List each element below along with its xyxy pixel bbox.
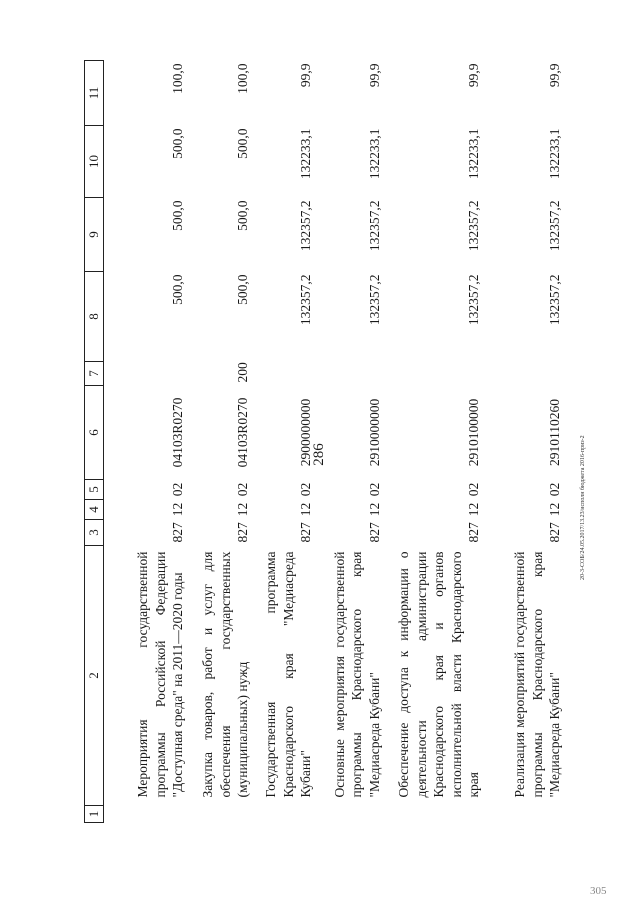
footer-text: 20-3-СОБ/24.05.2017/13.23/исполн бюджета 2016-приз-2	[580, 435, 586, 580]
table-row	[104, 61, 189, 823]
cell-value-10: 132233,1	[466, 128, 482, 180]
table-row	[485, 61, 566, 823]
cell-code-7	[104, 362, 189, 386]
cell-code-4: 12	[298, 502, 314, 517]
cell-code-3: 827	[466, 522, 482, 543]
cell-code-6: 2910000000	[366, 398, 382, 467]
cell-value-11: 100,0	[170, 63, 186, 94]
cell-value-9: 132357,2	[366, 200, 382, 252]
cell-code-7	[317, 362, 386, 386]
cell-code-3: 827	[366, 522, 382, 543]
cell-code-5: 02	[547, 482, 563, 497]
row-name: Обеспечение доступа к информации о деятельности администрации Краснодарского края и органов исполнительной власти Краснодарского края	[396, 551, 482, 798]
cell-empty	[317, 806, 386, 823]
cell-empty	[485, 806, 566, 823]
cell-code-6: 2900000000	[298, 398, 314, 467]
cell-code-7	[386, 362, 485, 386]
cell-code-5: 02	[298, 482, 314, 497]
cell-code-7: 200	[235, 362, 251, 383]
cell-empty	[189, 806, 254, 823]
cell-value-11: 99,9	[366, 63, 382, 88]
cell-code-6: 04103R0270	[235, 397, 251, 468]
col-header-9: 9	[85, 198, 104, 272]
corner-mark: 305	[590, 885, 607, 897]
row-name: Основные мероприятия государственной программы Краснодарского края "Медиасреда Кубани"	[331, 551, 382, 798]
cell-code-4: 12	[466, 502, 482, 517]
page-number: 286	[310, 443, 327, 466]
cell-value-8: 132357,2	[547, 274, 563, 326]
col-header-8: 8	[85, 272, 104, 362]
col-header-6: 6	[85, 386, 104, 480]
cell-value-9: 132357,2	[298, 200, 314, 252]
cell-value-10: 500,0	[170, 128, 186, 159]
cell-empty	[386, 806, 485, 823]
cell-value-8: 500,0	[235, 274, 251, 305]
cell-value-10: 500,0	[235, 128, 251, 159]
cell-value-8: 500,0	[170, 274, 186, 305]
row-name: Закупка товаров, работ и услуг для обеспечения государственных (муниципальных) нужд	[200, 551, 251, 798]
cell-code-7	[254, 362, 317, 386]
cell-value-9: 500,0	[170, 200, 186, 231]
cell-value-10: 132233,1	[547, 128, 563, 180]
cell-code-5: 02	[466, 482, 482, 497]
cell-value-9: 132357,2	[547, 200, 563, 252]
cell-value-11: 99,9	[466, 63, 482, 88]
cell-code-3: 827	[170, 522, 186, 543]
col-header-5: 5	[85, 480, 104, 500]
cell-value-8: 132357,2	[298, 274, 314, 326]
cell-code-3: 827	[547, 522, 563, 543]
row-name: Реализация мероприятий государственной программы Краснодарского края "Медиасреда Кубани"	[512, 551, 563, 798]
cell-empty	[104, 806, 189, 823]
cell-code-5: 02	[366, 482, 382, 497]
col-header-7: 7	[85, 362, 104, 386]
cell-value-8: 132357,2	[366, 274, 382, 326]
cell-value-11: 100,0	[235, 63, 251, 94]
cell-value-10: 132233,1	[366, 128, 382, 180]
cell-code-5: 02	[235, 482, 251, 497]
budget-table-sheet	[84, 61, 566, 823]
cell-code-7	[485, 362, 566, 386]
table-row	[386, 61, 485, 823]
cell-value-11: 99,9	[298, 63, 314, 88]
row-name: Государственная программа Краснодарского края "Медиасреда Кубани"	[262, 551, 314, 798]
cell-value-10: 132233,1	[298, 128, 314, 180]
col-header-11: 11	[85, 61, 104, 126]
cell-code-5: 02	[170, 482, 186, 497]
cell-code-4: 12	[547, 502, 563, 517]
col-header-4: 4	[85, 500, 104, 520]
budget-table	[84, 60, 566, 823]
cell-value-8: 132357,2	[466, 274, 482, 326]
cell-value-9: 500,0	[235, 200, 251, 231]
table-row	[317, 61, 386, 823]
col-header-1: 1	[85, 806, 104, 823]
row-name: Мероприятия государственной программы Российской Федерации "Доступная среда" на 2011—2020 годы	[135, 551, 186, 798]
col-header-2: 2	[85, 546, 104, 806]
column-number-header	[85, 61, 104, 823]
cell-code-6: 2910100000	[466, 398, 482, 467]
col-header-10: 10	[85, 126, 104, 198]
cell-code-4: 12	[235, 502, 251, 517]
cell-empty	[254, 806, 317, 823]
cell-code-6: 04103R0270	[170, 397, 186, 468]
cell-value-9: 132357,2	[466, 200, 482, 252]
cell-code-3: 827	[235, 522, 251, 543]
cell-code-3: 827	[298, 522, 314, 543]
cell-code-4: 12	[170, 502, 186, 517]
cell-value-11: 99,9	[547, 63, 563, 88]
table-row	[189, 61, 254, 823]
table-row	[254, 61, 317, 823]
cell-code-6: 2910110260	[547, 399, 563, 466]
cell-code-4: 12	[366, 502, 382, 517]
col-header-3: 3	[85, 520, 104, 546]
